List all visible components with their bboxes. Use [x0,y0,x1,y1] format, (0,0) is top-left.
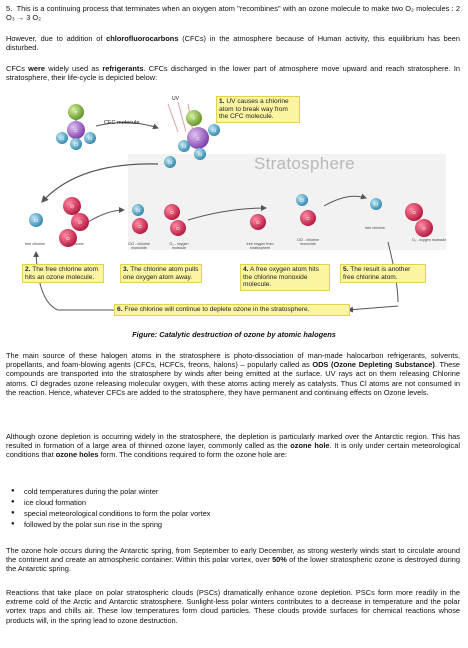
list-item: ● cold temperatures during the polar winter [24,486,460,497]
svg-text:C: C [74,128,78,133]
step-4-label: 4. A free oxygen atom hits the chlorine monoxide molecule. [240,264,330,291]
svg-text:F: F [192,116,196,121]
list-item: ● ice cloud formation [24,497,460,508]
svg-text:C: C [196,136,200,141]
list-item: ● followed by the polar sun rise in the spring [24,519,460,530]
svg-text:O: O [70,204,74,209]
paragraph-halogen-sources: The main source of these halogen atoms in the stratosphere is photo-dissociation of man-made halocarbon refrigerants, solvents, propellants, and foam-blowing agents (CFCs, HCFCs, freons, halons) – popularly called as ODS (Ozone Depleting Substance). These compounds are transported into the stratosphere by winds after being emitted at the surface. UV rays act on them releasing Chlorine atoms. Cl degrades ozone releasing molecular oxygen, with these atoms acting merely as catalysts. Thus Cl atoms are not consumed in the reaction. Hence, whatever CFCs are added to the stratosphere, they have permanent and continuing effects on Ozone levels. [6,351,460,397]
paragraph-antarctic: Although ozone depletion is occurring widely in the stratosphere, the depletion is particularly marked over the Antarctic region. This has resulted in formation of a large area of thinned ozone layer, commonly called as the ozone hole. It is only under certain meteorological conditions that ozone holes form. The conditions required to form the ozone hole are: [6,432,460,460]
svg-text:O: O [422,226,426,231]
step-6-label: 6. Free chlorine will continue to deplete ozone in the stratosphere. [114,304,350,316]
paragraph-antarctic-spring: The ozone hole occurs during the Antarctic spring, from September to early December, as strong westerly winds start to circulate around the continent and create an atmospheric container. Within this polar vortex, over 50% of the lower stratospheric ozone is destroyed during the Antarctic spring. [6,546,460,574]
intro-line: This is a continuing process that terminates when an oxygen atom "recombines" with an ozone molecule to make two O₂ molecules : 2 O₃ → 3 O₂ [6,4,460,23]
ozone-depletion-figure: F C Cl Cl Cl F C Cl Cl Cl Cl Cl O O O Cl O O O O Cl O Cl O O UV CFC molecule Stratosphere 1. UV causes a chlorine atom to break way from the CFC molecule. free chlorine O₃ - ozone ClO - chlorine monoxide O₂ - oxygen molecule free oxygen from stratosphere ClO - chlorine monoxide free chlorine O₂ - oxygen molecule 2. The free chlorine atom hits an ozone molecule. 3. The chlorine atom pulls one oxygen atom away. 4. A free oxygen atom hits the chlorine monoxide molecule. 5. The result is another free chlorine atom. 6. Free chlorine will continue to deplete ozone in the stratosphere. [18,92,454,326]
ozone-molecule-step2 [59,197,89,247]
svg-text:Cl: Cl [197,152,203,157]
conditions-list [6,486,460,530]
svg-text:Cl: Cl [211,128,217,133]
uv-label: UV [172,96,179,102]
svg-text:Cl: Cl [33,218,39,223]
svg-text:Cl: Cl [135,208,141,213]
svg-text:O: O [412,210,416,215]
step-3-label: 3. The chlorine atom pulls one oxygen atom away. [120,264,202,283]
svg-text:Cl: Cl [73,142,79,147]
figure-caption: Figure: Catalytic destruction of ozone by atomic halogens [132,330,336,339]
svg-text:Cl: Cl [373,202,379,207]
stratosphere-label: Stratosphere [254,154,355,173]
paragraph-psc: Reactions that take place on polar stratospheric clouds (PSCs) dramatically enhance ozone depletion. PSCs form more readily in the extreme cold of the Arctic and Antarctic stratosphere. Sunlight-less polar winters contributes to a decrease in temperature and the polar vortex traps and chills air. These low temperatures form cloud particles. These clouds provide surfaces for chemical reactions whose products will, in the spring lead to ozone destruction. [6,588,460,625]
svg-text:O: O [256,220,260,225]
intro-item-5: 5. This is a continuing process that terminates when an oxygen atom "recombines" with an ozone molecule to make two O₂ molecules : 2 O₃ → 3 O₂ [6,4,460,23]
paragraph-refrigerants: CFCs were widely used as refrigerants. CFCs discharged in the lower part of atmosphere move upward and reach stratosphere. In stratosphere, their life-cycle is depicted below: [6,64,460,83]
svg-text:O: O [138,224,142,229]
svg-text:Cl: Cl [87,136,93,141]
svg-text:O: O [176,226,180,231]
cfc-molecule-label: CFC molecule [104,120,140,126]
svg-text:O: O [66,236,70,241]
list-item: ● special meteorological conditions to form the polar vortex [24,508,460,519]
figure-drawing [18,92,454,326]
svg-text:Cl: Cl [299,198,305,203]
step-1-label: 1. UV causes a chlorine atom to break way from the CFC molecule. [216,96,300,123]
svg-text:O: O [170,210,174,215]
svg-text:Cl: Cl [59,136,65,141]
step-2-label: 2. The free chlorine atom hits an ozone molecule. [22,264,104,283]
svg-text:O: O [306,216,310,221]
svg-text:Cl: Cl [167,160,173,165]
step-5-label: 5. The result is another free chlorine atom. [340,264,426,283]
paragraph-cfc-intro: However, due to addition of chlorofluorocarbons (CFCs) in the atmosphere because of Human activity, this equilibrium has been disturbed. [6,34,461,53]
svg-text:F: F [74,110,78,115]
svg-text:Cl: Cl [181,144,187,149]
svg-text:O: O [78,220,82,225]
